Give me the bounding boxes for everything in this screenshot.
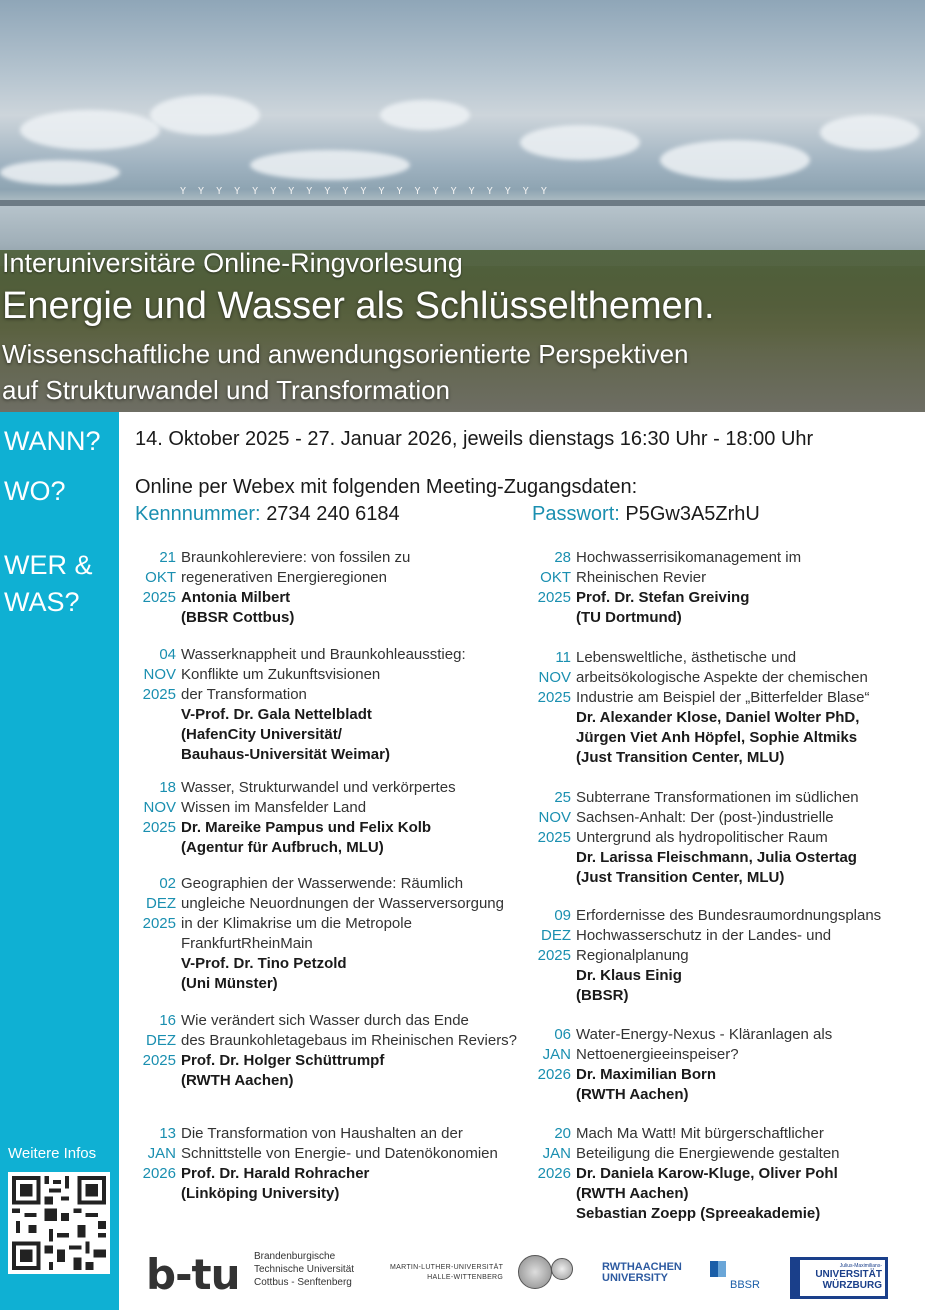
event-date xyxy=(132,645,176,705)
event-date xyxy=(527,648,571,708)
event-title-line: Wasserknappheit und Braunkohleausstieg: xyxy=(181,646,466,663)
event-date-month: DEZ xyxy=(146,895,176,912)
event-date-month: NOV xyxy=(538,669,571,686)
event-speaker-line: Prof. Dr. Stefan Greiving xyxy=(576,589,750,606)
event-title-line: Konflikte um Zukunftsvisionen xyxy=(181,666,381,683)
btu-name-line: Technische Universität xyxy=(254,1264,355,1275)
event-date-year: 2025 xyxy=(142,1052,176,1069)
event-date-year: 2026 xyxy=(537,1165,571,1182)
event-date-year: 2025 xyxy=(142,589,176,606)
event-date-month: DEZ xyxy=(541,927,571,944)
event-date-month: OKT xyxy=(540,569,571,586)
event-title-line: Schnittstelle von Energie- und Datenökonomien xyxy=(181,1145,498,1162)
event-date-day: 16 xyxy=(159,1012,176,1029)
event-speaker-line: (RWTH Aachen) xyxy=(181,1072,294,1089)
event-body xyxy=(576,1025,916,1105)
event-title-line: Wasser, Strukturwandel und verkörpertes xyxy=(181,779,456,796)
event-speaker-line: Antonia Milbert xyxy=(181,589,291,606)
event-title-line: Untergrund als hydropolitischer Raum xyxy=(576,829,828,846)
event-speaker-line: Dr. Larissa Fleischmann, Julia Ostertag xyxy=(576,849,857,866)
event-date-year: 2025 xyxy=(142,686,176,703)
event-title-line: der Transformation xyxy=(181,686,307,703)
event-date-day: 25 xyxy=(554,789,571,806)
event-body xyxy=(181,645,521,765)
event-body xyxy=(576,906,916,1006)
event-speaker-line: V-Prof. Dr. Gala Nettelbladt xyxy=(181,706,372,723)
wuerzburg-logo-line: UNIVERSITÄT xyxy=(815,1269,882,1280)
bbsr-logo-text: BBSR xyxy=(730,1279,760,1291)
event-date-month: NOV xyxy=(143,666,176,683)
label-wer: WER & xyxy=(4,550,93,580)
event-title-line: Hochwasserrisikomanagement im xyxy=(576,549,802,566)
event-title-line: Rheinischen Revier xyxy=(576,569,707,586)
event-speaker-line: Prof. Dr. Holger Schüttrumpf xyxy=(181,1052,385,1069)
event-body xyxy=(181,548,521,628)
event-speaker-line: Dr. Maximilian Born xyxy=(576,1066,717,1083)
event-location: Online per Webex mit folgenden Meeting-Zugangsdaten: xyxy=(135,476,638,498)
event-speaker-line: (RWTH Aachen) xyxy=(576,1185,689,1202)
meeting-password-label: Passwort: xyxy=(532,503,620,525)
event-title-line: Industrie am Beispiel der „Bitterfelder Blase“ xyxy=(576,689,870,706)
meeting-password-value: P5Gw3A5ZrhU xyxy=(625,503,760,525)
label-was: WAS? xyxy=(4,587,80,617)
event-date xyxy=(132,778,176,838)
event-date-month: OKT xyxy=(145,569,176,586)
wuerzburg-logo xyxy=(790,1257,888,1299)
wuerzburg-logo-small: Julius-Maximilians- xyxy=(839,1263,882,1269)
event-speaker-line: (RWTH Aachen) xyxy=(576,1086,689,1103)
event-title-line: Lebensweltliche, ästhetische und xyxy=(576,649,797,666)
event-body xyxy=(576,788,916,888)
page-title: Energie und Wasser als Schlüsselthemen. xyxy=(2,285,715,327)
event-date-month: JAN xyxy=(542,1046,571,1063)
mlu-name-line: MARTIN-LUTHER-UNIVERSITÄT xyxy=(390,1264,504,1271)
event-title-line: regenerativen Energieregionen xyxy=(181,569,387,586)
event-date-month: JAN xyxy=(147,1145,176,1162)
event-body xyxy=(181,1011,521,1091)
event-title-line: Water-Energy-Nexus - Kläranlagen als xyxy=(576,1026,833,1043)
mlu-name xyxy=(390,1263,503,1283)
event-title-line: ungleiche Neuordnungen der Wasserversorgung xyxy=(181,895,504,912)
event-speaker-line: Bauhaus-Universität Weimar) xyxy=(181,746,390,763)
label-wo: WO? xyxy=(4,476,66,506)
event-title-line: arbeitsökologische Aspekte der chemischen xyxy=(576,669,868,686)
meeting-password xyxy=(532,503,760,526)
event-date-year: 2025 xyxy=(537,589,571,606)
label-wann: WANN? xyxy=(4,426,101,456)
event-date xyxy=(132,874,176,934)
hero-image: Y Y Y Y Y Y Y Y Y Y Y Y Y Y Y Y Y Y Y Y Y Interuniversitäre Online-Ringvorlesung Energie und Wasser als Schlüsselthemen. Wissenschaftliche und anwendungsorientierte Perspektiven auf Strukturwandel und Transformation xyxy=(0,0,925,412)
event-date-month: DEZ xyxy=(146,1032,176,1049)
event-date xyxy=(527,548,571,608)
event-date-year: 2025 xyxy=(142,915,176,932)
event-title-line: FrankfurtRheinMain xyxy=(181,935,313,952)
event-speaker-line: (Just Transition Center, MLU) xyxy=(576,749,785,766)
event-title-line: Regionalplanung xyxy=(576,947,689,964)
event-date xyxy=(132,1124,176,1184)
event-date-day: 28 xyxy=(554,549,571,566)
event-title-line: Geographien der Wasserwende: Räumlich xyxy=(181,875,464,892)
event-speaker-line: Dr. Alexander Klose, Daniel Wolter PhD, xyxy=(576,709,860,726)
event-date-year: 2026 xyxy=(537,1066,571,1083)
event-speaker-line: (HafenCity Universität/ xyxy=(181,726,342,743)
event-body xyxy=(181,874,521,994)
event-speaker-line: (Just Transition Center, MLU) xyxy=(576,869,785,886)
event-body xyxy=(181,778,521,858)
series-subtitle: Interuniversitäre Online-Ringvorlesung xyxy=(2,248,463,278)
meeting-number-label: Kennnummer: xyxy=(135,503,261,525)
event-title-line: Beteiligung die Energiewende gestalten xyxy=(576,1145,840,1162)
rwth-logo xyxy=(602,1262,682,1284)
event-title-line: des Braunkohletagebaus im Rheinischen Reviers? xyxy=(181,1032,518,1049)
event-speaker-line: Prof. Dr. Harald Rohracher xyxy=(181,1165,370,1182)
event-body xyxy=(576,648,916,768)
event-speaker-line: (BBSR) xyxy=(576,987,629,1004)
event-date xyxy=(527,1025,571,1085)
event-speaker-line: Sebastian Zoepp (Spreeakademie) xyxy=(576,1205,821,1222)
event-date-day: 04 xyxy=(159,646,176,663)
event-date-year: 2025 xyxy=(537,829,571,846)
page-subtitle-line: auf Strukturwandel und Transformation xyxy=(2,375,451,405)
bbsr-logo-icon xyxy=(710,1261,726,1277)
meeting-number-value: 2734 240 6184 xyxy=(266,503,400,525)
wuerzburg-logo-line: WÜRZBURG xyxy=(822,1280,882,1291)
event-speaker-line: (Uni Münster) xyxy=(181,975,278,992)
event-date-day: 11 xyxy=(555,649,571,666)
event-speaker-line: Dr. Mareike Pampus und Felix Kolb xyxy=(181,819,432,836)
event-date-year: 2025 xyxy=(537,947,571,964)
event-date-month: NOV xyxy=(538,809,571,826)
event-date xyxy=(527,788,571,848)
event-title-line: Erfordernisse des Bundesraumordnungsplans xyxy=(576,907,882,924)
event-date xyxy=(132,548,176,608)
event-speaker-line: Jürgen Viet Anh Höpfel, Sophie Altmiks xyxy=(576,729,858,746)
btu-name xyxy=(254,1250,354,1289)
page-subtitle xyxy=(2,336,689,408)
btu-name-line: Brandenburgische xyxy=(254,1251,336,1262)
event-date-month: JAN xyxy=(542,1145,571,1162)
event-dates: 14. Oktober 2025 - 27. Januar 2026, jeweils dienstags 16:30 Uhr - 18:00 Uhr xyxy=(135,428,814,450)
event-speaker-line: Dr. Klaus Einig xyxy=(576,967,682,984)
rwth-logo-line: UNIVERSITY xyxy=(602,1272,669,1284)
page-subtitle-line: Wissenschaftliche und anwendungsorientierte Perspektiven xyxy=(2,339,689,369)
mlu-seal-small-icon xyxy=(551,1258,573,1280)
event-body xyxy=(181,1124,521,1204)
event-title-line: in der Klimakrise um die Metropole xyxy=(181,915,412,932)
event-date-year: 2025 xyxy=(537,689,571,706)
event-date-day: 02 xyxy=(159,875,176,892)
event-speaker-line: V-Prof. Dr. Tino Petzold xyxy=(181,955,347,972)
event-speaker-line: Dr. Daniela Karow-Kluge, Oliver Pohl xyxy=(576,1165,838,1182)
event-date-year: 2026 xyxy=(142,1165,176,1182)
event-title-line: Subterrane Transformationen im südlichen xyxy=(576,789,859,806)
event-date-day: 18 xyxy=(159,779,176,796)
event-title-line: Braunkohlereviere: von fossilen zu xyxy=(181,549,411,566)
event-title-line: Die Transformation von Haushalten an der xyxy=(181,1125,463,1142)
event-speaker-line: (BBSR Cottbus) xyxy=(181,609,295,626)
event-date-year: 2025 xyxy=(142,819,176,836)
event-date-day: 09 xyxy=(554,907,571,924)
event-speaker-line: (Linköping University) xyxy=(181,1185,340,1202)
btu-name-line: Cottbus - Senftenberg xyxy=(254,1277,352,1288)
event-date-day: 21 xyxy=(159,549,176,566)
event-speaker-line: (TU Dortmund) xyxy=(576,609,682,626)
event-title-line: Wissen im Mansfelder Land xyxy=(181,799,367,816)
event-title-line: Sachsen-Anhalt: Der (post-)industrielle xyxy=(576,809,834,826)
meeting-number xyxy=(135,503,400,526)
event-date xyxy=(527,1124,571,1184)
event-body xyxy=(576,548,916,628)
event-date-month: NOV xyxy=(143,799,176,816)
more-info-label: Weitere Infos xyxy=(8,1145,97,1162)
event-date xyxy=(132,1011,176,1071)
event-speaker-line: (Agentur für Aufbruch, MLU) xyxy=(181,839,384,856)
mlu-name-line: HALLE-WITTENBERG xyxy=(427,1274,504,1281)
event-date-day: 06 xyxy=(554,1026,571,1043)
event-date xyxy=(527,906,571,966)
event-body xyxy=(576,1124,916,1224)
btu-logo: b-tu xyxy=(146,1250,240,1299)
event-date-day: 20 xyxy=(554,1125,571,1142)
mlu-seal-icon xyxy=(518,1255,552,1289)
event-title-line: Wie verändert sich Wasser durch das Ende xyxy=(181,1012,469,1029)
event-title-line: Hochwasserschutz in der Landes- und xyxy=(576,927,832,944)
event-date-day: 13 xyxy=(159,1125,176,1142)
qr-code-icon[interactable] xyxy=(8,1172,110,1274)
rwth-logo-line: RWTHAACHEN xyxy=(602,1261,682,1273)
event-title-line: Mach Ma Watt! Mit bürgerschaftlicher xyxy=(576,1125,824,1142)
event-title-line: Nettoenergieeinspeiser? xyxy=(576,1046,739,1063)
